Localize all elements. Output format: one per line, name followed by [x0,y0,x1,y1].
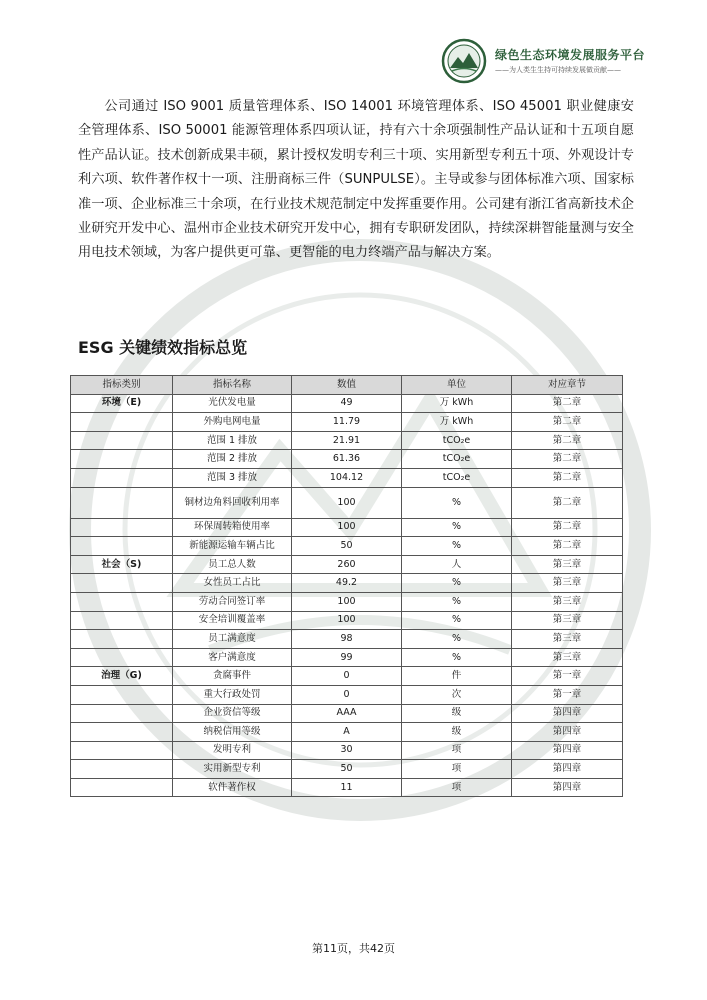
category-cell [71,685,173,704]
category-cell [71,450,173,469]
chapter-cell: 第二章 [512,518,623,537]
value-cell: 100 [292,611,402,630]
chapter-cell: 第一章 [512,667,623,686]
chapter-cell: 第二章 [512,487,623,518]
table-row [71,394,623,413]
category-cell [71,760,173,779]
unit-cell: % [402,630,512,649]
value-cell: 11.79 [292,413,402,432]
chapter-cell: 第一章 [512,685,623,704]
value-cell: 61.36 [292,450,402,469]
indicator-cell: 范围 3 排放 [173,468,292,487]
chapter-cell: 第三章 [512,648,623,667]
unit-cell: 级 [402,723,512,742]
indicator-cell: 范围 1 排放 [173,431,292,450]
table-header-row [71,376,623,395]
category-cell [71,413,173,432]
indicator-cell: 光伏发电量 [173,394,292,413]
table-row [71,667,623,686]
table-row [71,413,623,432]
unit-cell: 万 kWh [402,413,512,432]
header-unit: 单位 [402,376,512,395]
indicator-cell: 新能源运输车辆占比 [173,537,292,556]
chapter-cell: 第四章 [512,723,623,742]
header-category: 指标类别 [71,376,173,395]
table-row [71,574,623,593]
indicator-cell: 重大行政处罚 [173,685,292,704]
value-cell: A [292,723,402,742]
chapter-cell: 第三章 [512,630,623,649]
category-cell: 环境（E) [71,394,173,413]
value-cell: 104.12 [292,468,402,487]
company-intro-paragraph: 公司通过 ISO 9001 质量管理体系、ISO 14001 环境管理体系、ISO 45001 职业健康安全管理体系、ISO 50001 能源管理体系四项认证，持有六十余项强制性产品认证和十五项自愿性产品认证。技术创新成果丰硕，累计授权发明专利三十项、实用新型专利五十项、外观设计专利六项、软件著作权十一项、注册商标三件（SUNPULSE）。主导或参与团体标准六项、国家标准一项、企业标准三十余项，在行业技术规范制定中发挥重要作用。公司建有浙江省高新技术企业研究开发中心、温州市企业技术研究开发中心，拥有专职研发团队，持续深耕智能量测与安全用电技术领域，为客户提供更可靠、更智能的电力终端产品与解决方案。 [78,99,634,261]
indicator-cell: 范围 2 排放 [173,450,292,469]
table-row [71,685,623,704]
chapter-cell: 第四章 [512,778,623,797]
category-cell [71,723,173,742]
indicator-cell: 外购电网电量 [173,413,292,432]
category-cell [71,630,173,649]
unit-cell: tCO₂e [402,450,512,469]
table-row [71,431,623,450]
indicator-cell: 实用新型专利 [173,760,292,779]
value-cell: 50 [292,760,402,779]
indicator-cell: 安全培训覆盖率 [173,611,292,630]
indicator-cell: 发明专利 [173,741,292,760]
value-cell: 11 [292,778,402,797]
unit-cell: 件 [402,667,512,686]
chapter-cell: 第二章 [512,431,623,450]
value-cell: 0 [292,685,402,704]
category-cell [71,431,173,450]
category-cell [71,518,173,537]
chapter-cell: 第二章 [512,413,623,432]
indicator-cell: 铜材边角料回收利用率 [173,487,292,518]
value-cell: 0 [292,667,402,686]
value-cell: 30 [292,741,402,760]
category-cell [71,468,173,487]
indicator-cell: 劳动合同签订率 [173,592,292,611]
table-row [71,450,623,469]
unit-cell: 项 [402,760,512,779]
indicator-cell: 贪腐事件 [173,667,292,686]
chapter-cell: 第三章 [512,574,623,593]
platform-slogan: ——为人类生生持可持续发展做贡献—— [494,66,621,74]
header-indicator: 指标名称 [173,376,292,395]
table-row [71,741,623,760]
unit-cell: % [402,487,512,518]
chapter-cell: 第四章 [512,741,623,760]
category-cell [71,648,173,667]
unit-cell: tCO₂e [402,468,512,487]
category-cell [71,537,173,556]
unit-cell: % [402,518,512,537]
indicator-cell: 员工总人数 [173,555,292,574]
unit-cell: 万 kWh [402,394,512,413]
category-cell [71,592,173,611]
category-cell: 治理（G) [71,667,173,686]
unit-cell: 级 [402,704,512,723]
value-cell: 49 [292,394,402,413]
value-cell: 21.91 [292,431,402,450]
table-row [71,630,623,649]
chapter-cell: 第四章 [512,760,623,779]
esg-kpi-table [70,375,623,797]
header-value: 数值 [292,376,402,395]
table-row [71,723,623,742]
header-chapter: 对应章节 [512,376,623,395]
indicator-cell: 企业资信等级 [173,704,292,723]
value-cell: 50 [292,537,402,556]
table-row [71,760,623,779]
value-cell: AAA [292,704,402,723]
table-row [71,778,623,797]
indicator-cell: 客户满意度 [173,648,292,667]
chapter-cell: 第二章 [512,537,623,556]
value-cell: 99 [292,648,402,667]
chapter-cell: 第三章 [512,611,623,630]
page-footer: 第11页，共42页 [312,942,395,955]
unit-cell: % [402,648,512,667]
category-cell [71,611,173,630]
table-row [71,537,623,556]
unit-cell: 项 [402,741,512,760]
category-cell [71,487,173,518]
chapter-cell: 第二章 [512,394,623,413]
platform-name: 绿色生态环境发展服务平台 [494,48,645,62]
table-row [71,518,623,537]
unit-cell: % [402,537,512,556]
unit-cell: 项 [402,778,512,797]
unit-cell: 次 [402,685,512,704]
chapter-cell: 第四章 [512,704,623,723]
category-cell: 社会（S) [71,555,173,574]
table-row [71,648,623,667]
table-row [71,468,623,487]
category-cell [71,741,173,760]
table-row [71,555,623,574]
value-cell: 100 [292,518,402,537]
table-row [71,487,623,518]
indicator-cell: 女性员工占比 [173,574,292,593]
unit-cell: % [402,574,512,593]
chapter-cell: 第三章 [512,555,623,574]
unit-cell: tCO₂e [402,431,512,450]
chapter-cell: 第二章 [512,468,623,487]
value-cell: 100 [292,592,402,611]
section-title: ESG 关键绩效指标总览 [78,338,248,357]
indicator-cell: 环保周转箱使用率 [173,518,292,537]
indicator-cell: 纳税信用等级 [173,723,292,742]
indicator-cell: 软件著作权 [173,778,292,797]
unit-cell: 人 [402,555,512,574]
unit-cell: % [402,611,512,630]
table-row [71,704,623,723]
table-row [71,592,623,611]
value-cell: 49.2 [292,574,402,593]
value-cell: 100 [292,487,402,518]
value-cell: 98 [292,630,402,649]
category-cell [71,778,173,797]
chapter-cell: 第三章 [512,592,623,611]
chapter-cell: 第二章 [512,450,623,469]
page-header [441,36,645,86]
category-cell [71,704,173,723]
unit-cell: % [402,592,512,611]
indicator-cell: 员工满意度 [173,630,292,649]
category-cell [71,574,173,593]
table-row [71,611,623,630]
platform-logo-icon [441,38,487,84]
value-cell: 260 [292,555,402,574]
